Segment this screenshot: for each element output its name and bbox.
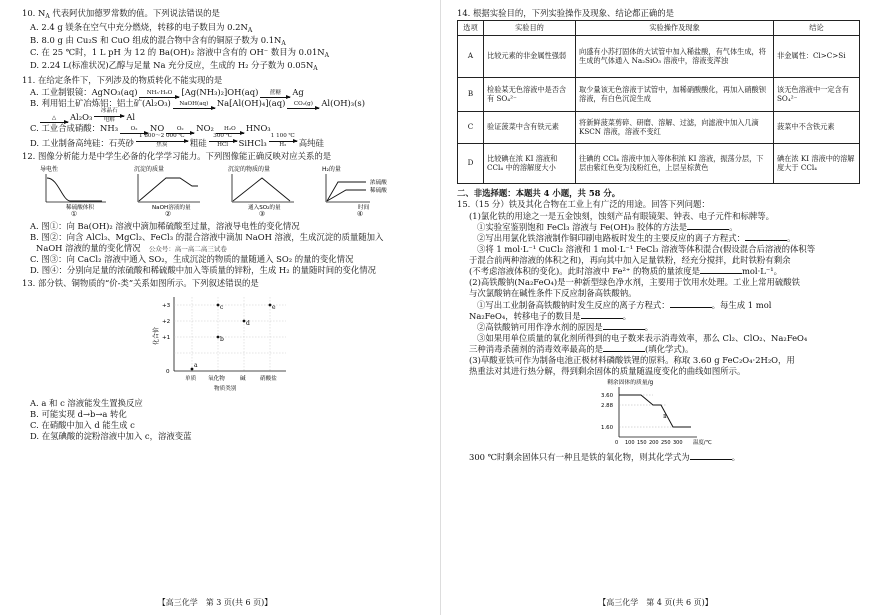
q14-table — [457, 20, 860, 184]
question-13 — [22, 278, 424, 442]
svg-text:250: 250 — [661, 440, 671, 447]
answer-blank — [687, 222, 729, 230]
question-14 — [457, 8, 860, 184]
svg-text:300: 300 — [673, 440, 683, 447]
q15-stem: 15.（15 分）铁及其化合物在工业上有广泛的用途。回答下列问题： — [457, 198, 710, 209]
answer-blank — [700, 266, 742, 274]
valence-class-diagram — [22, 291, 424, 398]
q12-option-d: D. 图④：分别向足量的浓硫酸和稀硫酸中加入等质量的锌粉，生成 H₂ 的量随时间的变化情况 — [30, 265, 376, 276]
graph-1: 导电性 稀硫酸体积 ① — [38, 164, 110, 219]
q11-option-b: B. 利用铝土矿冶炼铝：铝土矿(Al₂O₃) NaOH(aq) Na[Al(OH)₄](aq) CO₂(g) Al(OH)₃(s) — [30, 98, 365, 109]
svg-text:H₂的量: H₂的量 — [322, 165, 341, 173]
q12-option-b: B. 图②：向含 AlCl₃、MgCl₂、FeCl₃ 的混合溶液中滴加 NaOH 溶液，生成沉淀的质量随加入 — [30, 232, 384, 243]
svg-text:+2: +2 — [162, 318, 171, 325]
table-row: C 验证菠菜中含有铁元素 将新鲜菠菜剪碎、研磨、溶解、过滤，向滤液中加入几滴 KSCN 溶液，溶液不变红 菠菜中不含铁元素 — [458, 111, 860, 143]
table-row: B 检验某无色溶液中是否含有 SO₄²⁻ 取少量该无色溶液于试管中，加稀硝酸酸化，再加入硝酸钡溶液，有白色沉淀生成 该无色溶液中一定含有 SO₄²⁻ — [458, 77, 860, 111]
svg-text:c: c — [220, 303, 224, 311]
q13-stem: 13. 部分铁、铜物质的“价-类”关系如图所示。下列叙述错误的是 — [22, 278, 259, 289]
q10-option-c: C. 在 25 ℃时，1 L pH 为 12 的 Ba(OH)₂ 溶液中含有的 OH⁻ 数目为 0.01N — [30, 47, 325, 58]
exam-page-4 — [440, 0, 870, 615]
reaction-arrow: O₂ — [120, 127, 148, 135]
answer-blank — [603, 322, 645, 330]
reaction-arrow: 300 ℃ HCl — [209, 134, 237, 148]
table-row: D 比较碘在浓 KI 溶液和 CCl₄ 中的溶解度大小 往碘的 CCl₄ 溶液中加入等体积浓 KI 溶液，振荡分层，下层由紫红色变为浅粉红色，上层呈棕黄色 碘在浓 KI 溶液中的溶解度大于 CCl₄ — [458, 143, 860, 183]
reaction-arrow: △ — [40, 116, 68, 124]
question-11 — [22, 75, 424, 149]
svg-text:200: 200 — [649, 440, 659, 447]
svg-text:0: 0 — [166, 368, 170, 375]
q10-option-a: A. 2.4 g 镁条在空气中充分燃烧，转移的电子数目为 0.2N — [30, 21, 248, 32]
svg-text:b: b — [220, 335, 224, 343]
answer-blank — [690, 452, 732, 460]
reaction-arrow: NH₃·H₂O — [139, 91, 179, 99]
table-header: 实验操作及现象 — [576, 21, 774, 36]
reaction-arrow: CO₂(g) — [287, 102, 319, 110]
svg-text:+3: +3 — [162, 302, 171, 309]
page-footer: 【高三化学 第 3 页(共 6 页)】 — [157, 598, 273, 608]
svg-text:Ⅱ: Ⅱ — [663, 414, 667, 421]
svg-text:0: 0 — [615, 440, 619, 447]
q10-option-d: D. 2.24 L(标准状况)乙醇与足量 Na 充分反应，生成的 H₂ 分子数为 0.05N — [30, 60, 314, 71]
svg-text:氧化物: 氧化物 — [208, 375, 225, 382]
question-12: 12. 图像分析能力是中学生必备的化学学习能力。下列图像能正确反映对应关系的是 导电性 稀硫酸体积 ① 沉淀的质量 NaOH溶液的量 ② 沉淀的物质的量 通入SO₂的量 ③ H₂的量 浓硫酸 稀硫酸 时间 ④ A. 图①：向 Ba(OH)₂ 溶液中滴加稀硫酸至过量，溶液导电性的变化情况 B. 图②：向含 AlCl₃、MgCl₂、FeCl₃ 的混合溶液中滴加 NaOH 溶液，生成沉淀的质量随加入 NaOH 溶液的量的变化情况 公众号：高一高二高三试卷 C. 图③：向 CaCl₂ 溶液中通入 SO₂，生成沉淀的物质的量随通入 SO₂ 的量的变化情况 D. 图④：分别向足量的浓硫酸和稀硫酸中加入等质量的锌粉，生成 H₂ 的量随时间的变化情况 — [22, 151, 424, 277]
q10-stem: 10. N — [22, 8, 46, 18]
q11-option-a: A. 工业制银镜：AgNO₃(aq) NH₃·H₂O [Ag(NH₃)₂]OH(aq) 蔗糖 Ag — [30, 87, 304, 97]
graph-2: 沉淀的质量 NaOH溶液的量 ② — [132, 164, 204, 219]
reaction-arrow: H₂O — [216, 127, 244, 135]
graph-4: H₂的量 浓硫酸 稀硫酸 时间 ④ — [322, 165, 387, 218]
exam-page-3 — [0, 0, 430, 615]
svg-text:碱: 碱 — [240, 375, 246, 382]
q12-graphs — [22, 164, 424, 219]
q11-option-b-cont: △ Al₂O₃ 冰晶石 电解 Al — [22, 109, 424, 123]
svg-text:稀硫酸体积: 稀硫酸体积 — [66, 204, 94, 210]
question-15: 15.（15 分）铁及其化合物在工业上有广泛的用途。回答下列问题： (1)氯化铁的用途之一是五金蚀刻，蚀刻产品有眼镜架、钟表、电子元件和标牌等。 ①实验室鉴别饱和 FeCl₃ 溶液与 Fe(OH)₃ 胶体的方法是 。 ②写出用氯化铁溶液制作铜印刷电路板时发生的主要反应的离子方程式： 。 ③将 1 mol·L⁻¹ CuCl₂ 溶液和 1 mol·L⁻¹ FeCl₃ 溶液等体积混合(假设混合后溶液的体积等 于混合前两种溶液的体积之和)，再向其中加入足量铁粉，经充分搅拌，此时铁粉有剩余 (不考虑溶液体积的变化)。此时溶液中 Fe²⁺ 的物质的量浓度是 mol·L⁻¹。 (2)高铁酸钠(Na₂FeO₄)是一种新型绿色净水剂，主要用于饮用水处理。工业上常用硫酸铁 与次氯酸钠在碱性条件下反应制备高铁酸钠。 ①写出工业制备高铁酸钠时发生反应的离子方程式： 。每生成 1 mol Na₂FeO₄，转移电子的数目是 。 ②高铁酸钠可用作净水剂的原因是 。 ③如果用单位质量的氧化剂所得到的电子数来表示消毒效率，那么 Cl₂、ClO₂、Na₂FeO₄ 三种消毒杀菌剂的消毒效率最高的是 (填化学式)。 (3)草酸亚铁可作为制备电池正极材料磷酸铁锂的原料。称取 3.60 g FeC₂O₄·2H₂O，用 热重法对其进行热分解，得到剩余固体的质量随温度变化的曲线如图所示。 剩余固体的质量/g 3.60 2.88 1.60 Ⅱ 0 100 150 200 250 300 温度/℃ 300 ℃时剩余固体只有一种且是铁的氧化物，则其化学式为 。 — [457, 199, 860, 464]
answer-blank — [581, 311, 623, 319]
q12-option-c: C. 图③：向 CaCl₂ 溶液中通入 SO₂，生成沉淀的物质的量随通入 SO₂ 的量的变化情况 — [30, 254, 354, 265]
svg-text:稀硫酸: 稀硫酸 — [370, 187, 387, 194]
svg-text:物质类别: 物质类别 — [214, 385, 237, 392]
svg-text:化合价: 化合价 — [153, 326, 160, 345]
q14-stem: 14. 根据实验目的，下列实验操作及现象、结论都正确的是 — [457, 8, 674, 18]
reaction-arrow: 蔗糖 — [260, 91, 290, 99]
table-header: 结论 — [774, 21, 860, 36]
reaction-arrow: 1 800～2 000 ℃ 焦炭 — [136, 134, 188, 148]
q13-option-c: C. 在硝酸中加入 d 能生成 c — [30, 419, 135, 430]
answer-blank — [603, 344, 645, 352]
table-header: 选项 — [458, 21, 484, 36]
reaction-arrow: NaOH(aq) — [173, 102, 215, 110]
svg-text:单质: 单质 — [185, 375, 197, 382]
svg-text:3.60: 3.60 — [601, 393, 614, 400]
svg-text:NaOH溶液的量: NaOH溶液的量 — [152, 204, 191, 210]
thermogravimetric-chart — [457, 377, 860, 452]
answer-blank — [670, 300, 712, 308]
svg-text:时间: 时间 — [358, 204, 370, 210]
q11-option-c: C. 工业合成硝酸：NH₃ O₂ NO O₂ NO₂ H₂O HNO₃ — [30, 123, 271, 134]
section-heading: 二、非选择题：本题共 4 小题，共 58 分。 — [457, 187, 621, 198]
svg-text:剩余固体的质量/g: 剩余固体的质量/g — [607, 380, 654, 387]
q13-option-d: D. 在氢碘酸的淀粉溶液中加入 c，溶液变蓝 — [30, 430, 192, 441]
q12-stem: 12. 图像分析能力是中学生必备的化学学习能力。下列图像能正确反映对应关系的是 — [22, 150, 332, 161]
page-footer: 【高三化学 第 4 页(共 6 页)】 — [598, 598, 713, 608]
svg-text:+1: +1 — [162, 334, 171, 341]
q11-option-d: D. 工业制备高纯硅：石英砂 1 800～2 000 ℃ 焦炭 粗硅 300 ℃ HCl SiHCl₃ 1 100 ℃ H₂ 高纯硅 — [30, 133, 324, 149]
table-header: 实验目的 — [484, 21, 576, 36]
svg-text:导电性: 导电性 — [40, 165, 59, 173]
reaction-arrow: 1 100 ℃ H₂ — [270, 133, 295, 149]
answer-blank — [745, 233, 787, 241]
svg-text:通入SO₂的量: 通入SO₂的量 — [248, 204, 281, 210]
graph-3: 沉淀的物质的量 通入SO₂的量 ③ — [226, 164, 298, 219]
svg-text:硝酸盐: 硝酸盐 — [260, 375, 277, 382]
watermark-text: 公众号：高一高二高三试卷 — [148, 245, 227, 254]
q11-stem: 11. 在给定条件下，下列涉及的物质转化不能实现的是 — [22, 74, 223, 85]
svg-text:沉淀的质量: 沉淀的质量 — [134, 165, 165, 173]
q13-option-a: A. a 和 c 溶液能发生置换反应 — [30, 397, 143, 408]
svg-text:沉淀的物质的量: 沉淀的物质的量 — [228, 165, 271, 173]
svg-text:1.60: 1.60 — [601, 425, 614, 432]
q13-option-b: B. 可能实现 d→b→a 转化 — [30, 408, 127, 419]
svg-text:e: e — [272, 303, 276, 311]
svg-text:2.88: 2.88 — [601, 403, 614, 410]
question-10: 10. $N_A$ 代表阿伏加德罗常数的值。下列说法错误的是 A. 2.4 g 镁条在空气中充分燃烧，转移的电子数目为 $0.2N_A$ B. 8.0 g 由 Cu₂S 和 CuO 组成的混合物中含有的铜原子数为 $0.1N_A$ C. 在 25 ℃时，1 L pH 为 12 的 Ba(OH)₂ 溶液中含有的 OH⁻ 数目为 $0.01N_A$ D. 2.24 L(标准状况)乙醇与足量 Na 充分反应，生成的 H₂ 分子数为 $0.05N_A$ — [22, 8, 329, 72]
svg-text:温度/℃: 温度/℃ — [693, 440, 712, 447]
table-row: A 比较元素的非金属性强弱 向盛有小苏打固体的大试管中加入稀盐酸，有气体生成，将生成的气体通入 Na₂SiO₃ 溶液中，溶液变浑浊 非金属性：Cl>C>Si — [458, 35, 860, 77]
svg-text:浓硫酸: 浓硫酸 — [370, 179, 387, 186]
svg-text:150: 150 — [637, 440, 647, 447]
svg-text:d: d — [246, 319, 250, 327]
q12-option-a: A. 图①：向 Ba(OH)₂ 溶液中滴加稀硫酸至过量，溶液导电性的变化情况 — [30, 220, 300, 231]
q10-option-b: B. 8.0 g 由 Cu₂S 和 CuO 组成的混合物中含有的铜原子数为 0.1N — [30, 34, 282, 45]
svg-text:100: 100 — [625, 440, 635, 447]
svg-text:a: a — [194, 361, 198, 369]
reaction-arrow: O₂ — [166, 127, 194, 135]
reaction-arrow: 冰晶石 电解 — [94, 109, 124, 123]
